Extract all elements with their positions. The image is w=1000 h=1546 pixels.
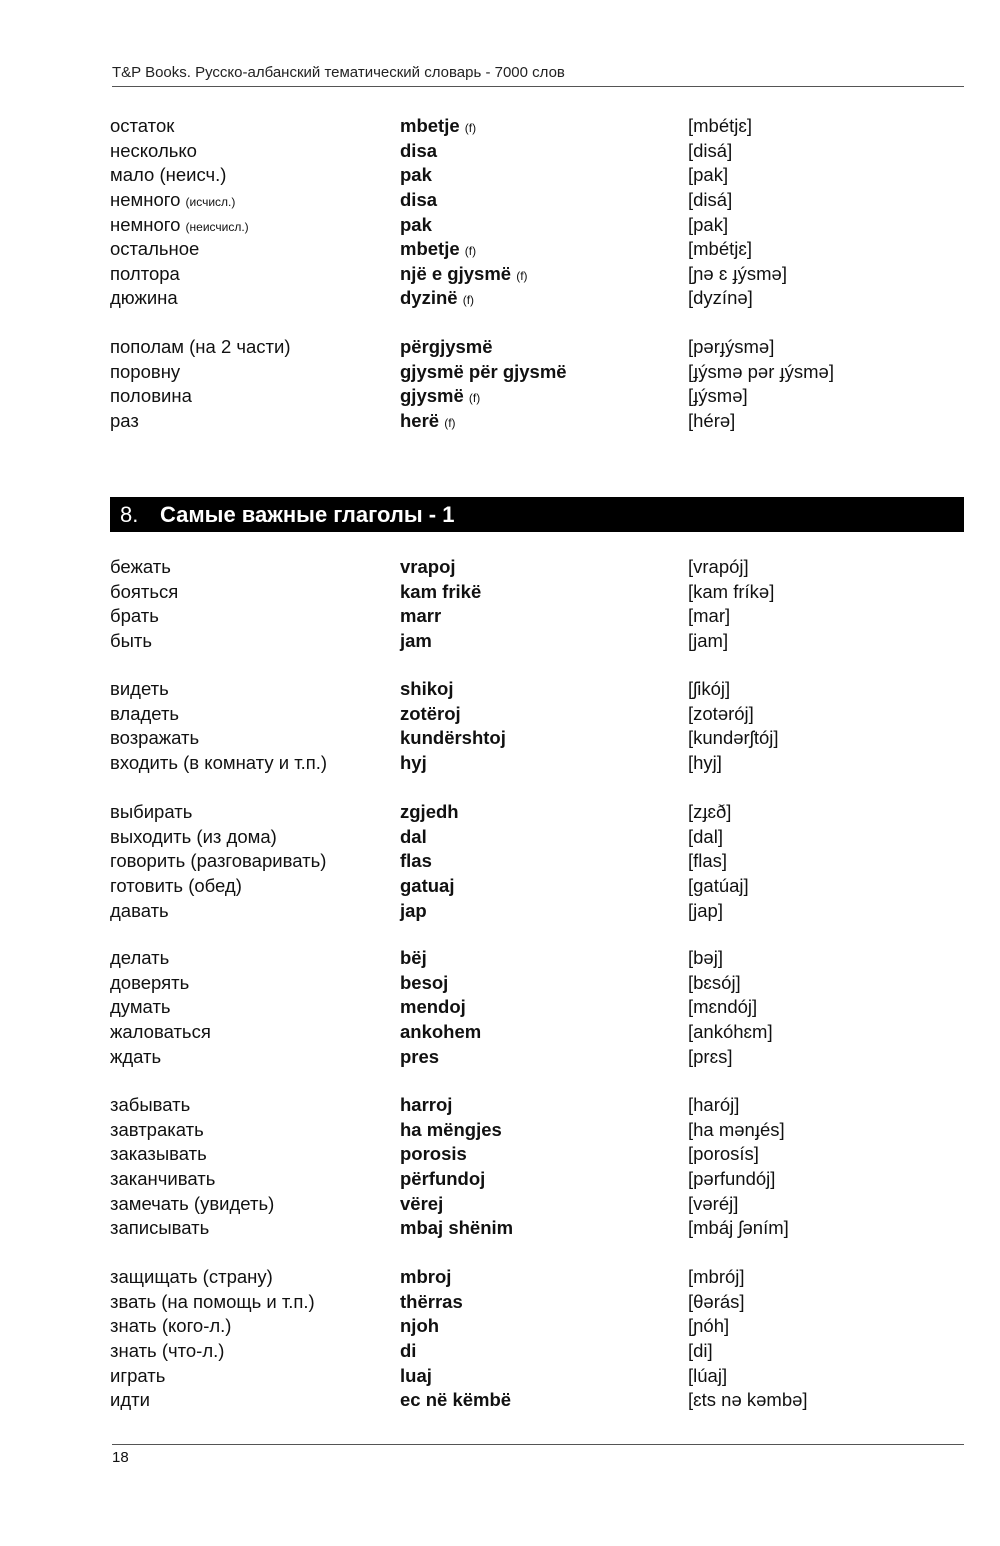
albanian-word-text: ec në këmbë [400,1389,512,1411]
albanian-word [400,1193,688,1215]
vocab-row [110,1363,970,1388]
russian-word [110,581,400,603]
russian-word-text: входить (в комнату и т.п.) [110,752,328,774]
russian-word-text: пополам (на 2 части) [110,336,291,358]
albanian-word [400,263,688,285]
transcription: [kundərʃtój] [688,727,779,749]
vocab-group [110,677,970,775]
albanian-word-text: pres [400,1045,440,1067]
running-header: T&P Books. Русско-албанский тематический словарь - 7000 слов [112,64,565,81]
albanian-word-text: ha mëngjes [400,1118,502,1140]
albanian-word [400,996,688,1018]
vocab-row [110,1142,970,1167]
russian-word [110,972,400,994]
albanian-word [400,1291,688,1313]
russian-word-text: говорить (разговаривать) [110,850,327,872]
transcription: [pərɟýsmə] [688,336,775,358]
transcription: [di] [688,1340,713,1362]
transcription: [pak] [688,164,729,186]
russian-word [110,1340,400,1362]
albanian-word-text: kam frikë [400,580,482,602]
vocab-row [110,1388,970,1413]
russian-word [110,238,400,260]
vocab-row [110,849,970,874]
vocab-row [110,1339,970,1364]
vocab-row [110,286,970,311]
albanian-word [400,727,688,749]
albanian-word-text: bëj [400,947,427,969]
russian-word [110,361,400,383]
albanian-word [400,1365,688,1387]
russian-word-text: звать (на помощь и т.п.) [110,1290,315,1312]
transcription: [pərfundój] [688,1168,776,1190]
albanian-word-text: përfundoj [400,1168,486,1190]
russian-word [110,287,400,309]
vocab-row [110,163,970,188]
albanian-word [400,410,688,432]
albanian-word-text: jap [400,899,427,921]
transcription: [jam] [688,630,729,652]
albanian-word [400,900,688,922]
russian-word-text: играть [110,1364,166,1386]
albanian-word [400,850,688,872]
russian-word [110,826,400,848]
russian-word [110,1168,400,1190]
albanian-word [400,287,688,309]
transcription: [mɛndój] [688,996,758,1018]
russian-word-text: давать [110,899,169,921]
russian-word-text: ждать [110,1045,162,1067]
vocab-row [110,1044,970,1069]
vocab-row [110,1216,970,1241]
russian-word-text: делать [110,947,170,969]
transcription: [mar] [688,605,731,627]
albanian-word-text: gjysmë [400,385,464,407]
russian-word-text: видеть [110,678,169,700]
vocab-group [110,1265,970,1413]
transcription: [ʃikój] [688,678,731,700]
albanian-word [400,1266,688,1288]
russian-word [110,752,400,774]
russian-word [110,630,400,652]
russian-word [110,115,400,137]
russian-word-text: несколько [110,139,197,161]
albanian-word [400,826,688,848]
russian-word-text: защищать (страну) [110,1266,273,1288]
russian-word-text: остаток [110,115,175,137]
russian-word [110,1021,400,1043]
albanian-word-text: hyj [400,752,427,774]
albanian-word-text: jam [400,630,432,652]
russian-word-text: забывать [110,1094,191,1116]
vocab-group [110,800,970,923]
vocab-row [110,604,970,629]
transcription: [hérə] [688,410,736,432]
albanian-word [400,1119,688,1141]
russian-word-text: немного [110,189,181,211]
transcription: [vrapój] [688,556,749,578]
russian-word [110,875,400,897]
russian-word [110,605,400,627]
transcription: [disá] [688,139,733,161]
vocab-row [110,971,970,996]
albanian-word-text: thërras [400,1290,463,1312]
transcription: [mbáj ʃəním] [688,1217,789,1239]
russian-word [110,410,400,432]
albanian-word-text: luaj [400,1364,432,1386]
russian-word [110,263,400,285]
vocab-row [110,874,970,899]
russian-usage-note: (неисчисл.) [185,219,249,234]
russian-word-text: выходить (из дома) [110,825,277,847]
transcription: [gatúaj] [688,875,749,897]
gender-marker: (f) [464,121,477,136]
vocab-row [110,726,970,751]
albanian-word [400,678,688,700]
albanian-word-text: pak [400,164,432,186]
gender-marker: (f) [516,268,528,283]
transcription: [dyzínə] [688,287,753,309]
transcription: [ɟýsmə pər ɟýsmə] [688,360,834,382]
transcription: [mbétjɛ] [688,238,753,260]
transcription: [ankóhɛm] [688,1021,773,1043]
albanian-word [400,1021,688,1043]
russian-word [110,1291,400,1313]
albanian-word [400,336,688,358]
vocab-row [110,262,970,287]
russian-word-text: немного [110,213,181,235]
albanian-word-text: di [400,1340,417,1362]
vocab-row [110,946,970,971]
page-number: 18 [112,1449,129,1466]
albanian-word-text: njoh [400,1315,440,1337]
russian-word [110,214,400,236]
albanian-word-text: besoj [400,971,449,993]
vocab-row [110,1314,970,1339]
russian-word-text: бояться [110,580,179,602]
transcription: [ɟýsmə] [688,385,748,407]
albanian-word [400,1217,688,1239]
albanian-word-text: kundërshtoj [400,727,506,749]
albanian-word-text: vrapoj [400,556,456,578]
transcription: [porosís] [688,1143,759,1165]
vocab-row [110,825,970,850]
albanian-word [400,875,688,897]
albanian-word [400,361,688,383]
russian-word-text: замечать (увидеть) [110,1192,275,1214]
vocab-row [110,751,970,776]
transcription: [zotərój] [688,702,754,724]
albanian-word-text: flas [400,850,432,872]
russian-word-text: раз [110,410,139,432]
vocab-row [110,1093,970,1118]
russian-word [110,164,400,186]
russian-word [110,727,400,749]
russian-word [110,1266,400,1288]
albanian-word [400,630,688,652]
vocab-row [110,1167,970,1192]
vocab-row [110,114,970,139]
vocab-row [110,139,970,164]
footer-rule [112,1444,964,1445]
russian-word-text: знать (что-л.) [110,1340,225,1362]
albanian-word [400,556,688,578]
albanian-word [400,972,688,994]
russian-word [110,189,400,211]
russian-word-text: жаловаться [110,1021,211,1043]
russian-word [110,678,400,700]
albanian-word [400,385,688,407]
transcription: [ɛts nə kəmbə] [688,1389,808,1411]
russian-word-text: завтракать [110,1118,204,1140]
transcription: [pak] [688,213,729,235]
russian-word [110,1217,400,1239]
transcription: [flas] [688,850,728,872]
transcription: [mbétjɛ] [688,115,753,137]
albanian-word-text: zgjedh [400,801,459,823]
transcription: [prɛs] [688,1045,733,1067]
albanian-word-text: porosis [400,1143,467,1165]
albanian-word [400,214,688,236]
russian-word [110,1094,400,1116]
russian-word [110,1193,400,1215]
section-heading [110,497,964,532]
albanian-word [400,1389,688,1411]
russian-word [110,1365,400,1387]
albanian-word [400,115,688,137]
transcription: [hyj] [688,752,722,774]
gender-marker: (f) [468,391,481,406]
albanian-word-text: vërej [400,1192,444,1214]
vocab-row [110,212,970,237]
russian-word [110,140,400,162]
albanian-word [400,1315,688,1337]
albanian-word [400,605,688,627]
russian-word [110,385,400,407]
russian-word-text: половина [110,385,192,407]
transcription: [ɲə ɛ ɟýsmə] [688,262,787,284]
vocab-row [110,898,970,923]
russian-word [110,703,400,725]
albanian-word-text: disa [400,189,438,211]
russian-word [110,1046,400,1068]
transcription: [zɟɛð] [688,801,732,823]
russian-word [110,556,400,578]
russian-word-text: выбирать [110,801,193,823]
russian-word-text: готовить (обед) [110,875,242,897]
albanian-word-text: zotëroj [400,702,461,724]
albanian-word-text: një e gjysmë [400,262,512,284]
transcription: [mbrój] [688,1266,745,1288]
russian-word [110,1119,400,1141]
albanian-word-text: dal [400,825,427,847]
russian-word [110,900,400,922]
albanian-word-text: herë [400,410,440,432]
vocab-row [110,1118,970,1143]
albanian-word-text: ankohem [400,1021,482,1043]
albanian-word [400,581,688,603]
vocab-row [110,237,970,262]
vocab-row [110,1191,970,1216]
russian-word-text: полтора [110,262,180,284]
transcription: [dal] [688,825,723,847]
albanian-word-text: harroj [400,1094,453,1116]
vocab-group [110,555,970,653]
albanian-word-text: mbaj shënim [400,1217,514,1239]
albanian-word-text: mbetje [400,238,460,260]
russian-word [110,996,400,1018]
vocab-group [110,114,970,311]
vocab-row [110,702,970,727]
vocab-row [110,188,970,213]
transcription: [jap] [688,899,723,921]
albanian-word-text: gatuaj [400,875,455,897]
vocab-row [110,335,970,360]
transcription: [lúaj] [688,1364,728,1386]
russian-word [110,850,400,872]
russian-word-text: дюжина [110,287,178,309]
russian-word [110,1315,400,1337]
russian-word-text: записывать [110,1217,210,1239]
vocab-row [110,409,970,434]
russian-word [110,336,400,358]
russian-word [110,801,400,823]
russian-word-text: идти [110,1389,150,1411]
russian-word-text: возражать [110,727,200,749]
vocab-group [110,946,970,1069]
russian-usage-note: (исчисл.) [185,195,236,210]
transcription: [bɛsój] [688,971,741,993]
transcription: [bəj] [688,947,723,969]
russian-word-text: доверять [110,971,190,993]
russian-word [110,1143,400,1165]
transcription: [θərás] [688,1290,745,1312]
russian-word-text: мало (неисч.) [110,164,227,186]
albanian-word-text: dyzinë [400,287,458,309]
albanian-word [400,189,688,211]
albanian-word [400,238,688,260]
transcription: [vəréj] [688,1192,739,1214]
transcription: [disá] [688,189,733,211]
albanian-word [400,164,688,186]
albanian-word-text: mendoj [400,996,466,1018]
vocab-row [110,629,970,654]
albanian-word-text: mbetje [400,115,460,137]
albanian-word [400,1340,688,1362]
albanian-word-text: marr [400,605,442,627]
transcription: [harój] [688,1094,740,1116]
vocab-row [110,580,970,605]
albanian-word [400,703,688,725]
albanian-word-text: mbroj [400,1266,452,1288]
russian-word-text: думать [110,996,171,1018]
header-rule [112,86,964,87]
albanian-word [400,1046,688,1068]
transcription: [kam fríkə] [688,580,775,602]
gender-marker: (f) [464,244,477,259]
vocab-row [110,360,970,385]
russian-word-text: заказывать [110,1143,207,1165]
vocab-row [110,1265,970,1290]
vocab-row [110,800,970,825]
gender-marker: (f) [462,293,475,308]
albanian-word [400,1168,688,1190]
albanian-word [400,752,688,774]
albanian-word [400,1143,688,1165]
albanian-word-text: përgjysmë [400,336,493,358]
section-title: Самые важные глаголы - 1 [160,501,455,527]
russian-word [110,1389,400,1411]
albanian-word-text: pak [400,213,432,235]
transcription: [ɲóh] [688,1315,730,1337]
russian-word-text: бежать [110,556,171,578]
transcription: [ha mənɟés] [688,1118,785,1140]
vocab-row [110,677,970,702]
vocab-group [110,335,970,433]
albanian-word-text: gjysmë për gjysmë [400,360,567,382]
vocab-row [110,1020,970,1045]
russian-word-text: быть [110,630,153,652]
russian-word [110,947,400,969]
albanian-word [400,801,688,823]
gender-marker: (f) [444,416,456,431]
albanian-word [400,1094,688,1116]
section-number: 8. [120,501,139,527]
vocab-row [110,1290,970,1315]
vocab-group [110,1093,970,1241]
albanian-word-text: disa [400,139,438,161]
albanian-word [400,947,688,969]
russian-word-text: владеть [110,702,180,724]
russian-word-text: знать (кого-л.) [110,1315,232,1337]
vocab-row [110,995,970,1020]
albanian-word-text: shikoj [400,678,454,700]
vocab-row [110,384,970,409]
russian-word-text: остальное [110,238,200,260]
vocab-row [110,555,970,580]
russian-word-text: заканчивать [110,1168,216,1190]
albanian-word [400,140,688,162]
russian-word-text: поровну [110,360,181,382]
russian-word-text: брать [110,605,159,627]
